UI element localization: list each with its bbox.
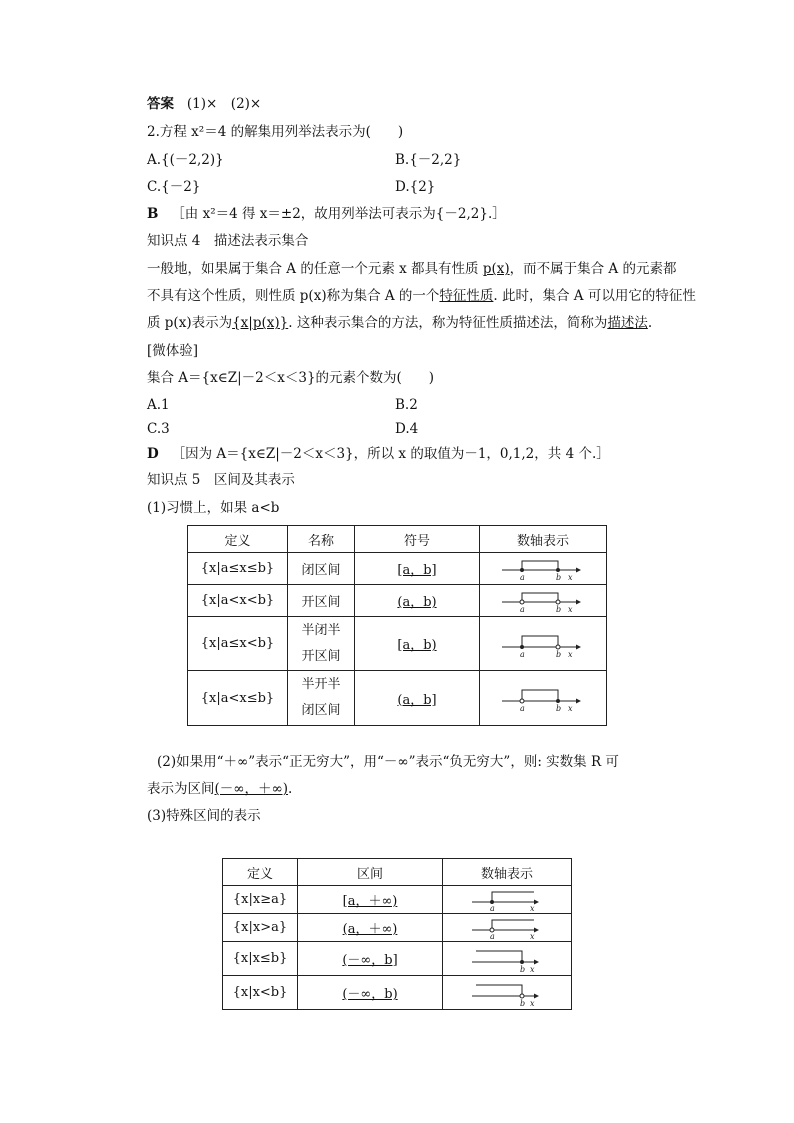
row-definition: {x|x≤b} (223, 942, 298, 976)
kp4-para-line3 (147, 313, 652, 333)
number-line-le-b (470, 945, 544, 973)
number-line-open (500, 588, 586, 614)
row-name (288, 617, 355, 671)
interval-table (187, 525, 607, 726)
q2-option-d: D.{2} (395, 179, 436, 195)
row-name-line2: 开区间 (301, 648, 341, 664)
row-symbol (355, 617, 480, 671)
row-definition: {x|x<b} (223, 976, 298, 1010)
kp4-p2u: 特征性质 (439, 288, 494, 304)
label-x: x (530, 998, 535, 1007)
kp5-intro: (1)习惯上，如果 a<b (147, 500, 280, 516)
kp5-p2c: . (288, 781, 293, 797)
answer-line (147, 94, 261, 114)
table-row (223, 942, 572, 976)
kp5-para2-line2 (147, 779, 292, 799)
label-b: b (520, 964, 526, 973)
label-b: b (556, 572, 562, 582)
wei-option-a: A.1 (147, 397, 170, 413)
kp5-p2b: 表示为区间 (147, 781, 215, 797)
kp4-p2b: . 此时，集合 A 可以用它的特征性 (493, 288, 696, 304)
wei-option-c: C.3 (147, 421, 170, 437)
kp4-p2a: 不具有这个性质，则性质 p(x)称为集合 A 的一个 (147, 288, 440, 304)
row-interval-text: [a，＋∞) (342, 894, 398, 909)
label-x: x (530, 903, 535, 912)
label-a: a (490, 931, 495, 940)
kp5-para3: (3)特殊区间的表示 (147, 808, 261, 824)
kp4-p1b: ，而不属于集合 A 的元素都 (509, 261, 677, 277)
row-symbol (355, 671, 480, 726)
number-line-half-closed-half-open (500, 629, 586, 659)
row-interval (298, 886, 443, 914)
wei-answer (147, 444, 610, 464)
header-interval: 区间 (298, 859, 443, 886)
q2-option-b: B.{－2,2} (395, 152, 462, 168)
row-number-line (443, 886, 572, 914)
label-a: a (520, 704, 525, 713)
answer-text: (1)× (2)× (186, 96, 262, 112)
row-symbol-text: [a，b) (397, 638, 437, 653)
header-number-line: 数轴表示 (480, 526, 607, 553)
label-b: b (520, 998, 526, 1007)
label-x: x (568, 604, 573, 614)
kp4-p3b: . 这种表示集合的方法，称为特征性质描述法，简称为 (288, 315, 608, 331)
number-line-ge-a (470, 888, 544, 912)
label-x: x (568, 572, 573, 582)
kp4-p1u: p(x) (482, 261, 510, 277)
q2-answer-text: ［由 x²＝4 得 x＝±2，故用列举法可表示为{－2,2}.］ (171, 206, 506, 222)
kp4-p3u2: 描述法 (607, 315, 648, 331)
table-row (188, 671, 607, 726)
row-interval-text: (－∞，b] (342, 953, 398, 968)
row-definition: {x|a≤x≤b} (188, 553, 288, 585)
special-table-header (223, 859, 572, 886)
row-name-line2: 闭区间 (301, 703, 341, 718)
row-symbol (355, 585, 480, 617)
kp4-para-line2 (147, 286, 696, 306)
header-symbol: 符号 (355, 526, 480, 553)
q2-option-c: C.{－2} (147, 179, 201, 195)
row-definition: {x|a<x≤b} (188, 671, 288, 726)
row-symbol-text: [a，b] (397, 563, 437, 578)
table-row (223, 976, 572, 1010)
row-number-line (480, 585, 607, 617)
wei-option-b: B.2 (395, 397, 418, 413)
row-interval (298, 976, 443, 1010)
kp5-p2u: (－∞，＋∞) (214, 781, 289, 797)
row-interval (298, 942, 443, 976)
special-interval-table (222, 858, 572, 1010)
table-row (188, 553, 607, 585)
row-number-line (443, 942, 572, 976)
row-name (288, 671, 355, 726)
row-symbol-text: (a，b) (397, 595, 437, 610)
label-a: a (520, 649, 525, 659)
row-symbol-text: (a，b] (397, 692, 437, 708)
row-definition: {x|x>a} (223, 914, 298, 942)
wei-stem: 集合 A＝{x∈Z|－2＜x＜3}的元素个数为( ) (147, 370, 435, 386)
row-interval-text: (－∞，b) (342, 987, 398, 1002)
answer-label: 答案 (147, 96, 174, 112)
number-line-lt-b (470, 979, 544, 1007)
label-x: x (568, 649, 573, 659)
kp4-p1a: 一般地，如果属于集合 A 的任意一个元素 x 都具有性质 (147, 261, 483, 277)
row-number-line (443, 976, 572, 1010)
number-line-gt-a (470, 916, 544, 940)
wei-option-d: D.4 (395, 421, 419, 437)
header-number-line: 数轴表示 (443, 859, 572, 886)
row-name-line1: 半开半 (301, 677, 341, 692)
row-name: 闭区间 (288, 553, 355, 585)
q2-answer-letter: B (147, 206, 159, 222)
label-x: x (568, 704, 573, 713)
label-x: x (530, 931, 535, 940)
label-a: a (520, 604, 525, 614)
header-definition: 定义 (188, 526, 288, 553)
table-row (223, 914, 572, 942)
q2-option-a: A.{(－2,2)} (147, 152, 224, 168)
row-name-line1: 半闭半 (301, 622, 341, 638)
header-definition: 定义 (223, 859, 298, 886)
kp5-title: 知识点 5 区间及其表示 (147, 472, 295, 488)
kp5-para2-line1: (2)如果用“＋∞”表示“正无穷大”，用“－∞”表示“负无穷大”，则: 实数集 R 可 (157, 754, 619, 770)
kp4-p3u: {x|p(x)} (232, 315, 289, 331)
label-b: b (556, 704, 562, 713)
row-interval-text: (a，＋∞) (342, 922, 398, 937)
table-row (188, 617, 607, 671)
row-number-line (480, 671, 607, 726)
row-name: 开区间 (288, 585, 355, 617)
label-x: x (530, 964, 535, 973)
kp4-p3a: 质 p(x)表示为 (147, 315, 233, 331)
table-row (188, 585, 607, 617)
header-name: 名称 (288, 526, 355, 553)
wei-answer-letter: D (147, 446, 159, 462)
row-number-line (480, 617, 607, 671)
row-number-line (443, 914, 572, 942)
kp4-p3c: . (647, 315, 653, 331)
q2-answer (147, 204, 506, 224)
label-a: a (520, 572, 525, 582)
row-interval (298, 914, 443, 942)
wei-answer-text: ［因为 A＝{x∈Z|－2＜x＜3}，所以 x 的取值为－1，0,1,2，共 4 个.］ (171, 446, 610, 462)
table-row (223, 886, 572, 914)
kp4-title: 知识点 4 描述法表示集合 (147, 233, 309, 249)
row-symbol (355, 553, 480, 585)
q2-stem: 2.方程 x²＝4 的解集用列举法表示为( ) (147, 124, 404, 140)
row-definition: {x|a<x<b} (188, 585, 288, 617)
row-definition: {x|a≤x<b} (188, 617, 288, 671)
kp4-para-line1 (147, 259, 676, 279)
label-b: b (556, 604, 562, 614)
label-a: a (490, 903, 495, 912)
label-b: b (556, 649, 562, 659)
number-line-half-open-half-closed (500, 683, 586, 713)
interval-table-header (188, 526, 607, 553)
wei-label: [微体验] (147, 343, 199, 359)
row-number-line (480, 553, 607, 585)
number-line-closed (500, 556, 586, 582)
row-definition: {x|x≥a} (223, 886, 298, 914)
